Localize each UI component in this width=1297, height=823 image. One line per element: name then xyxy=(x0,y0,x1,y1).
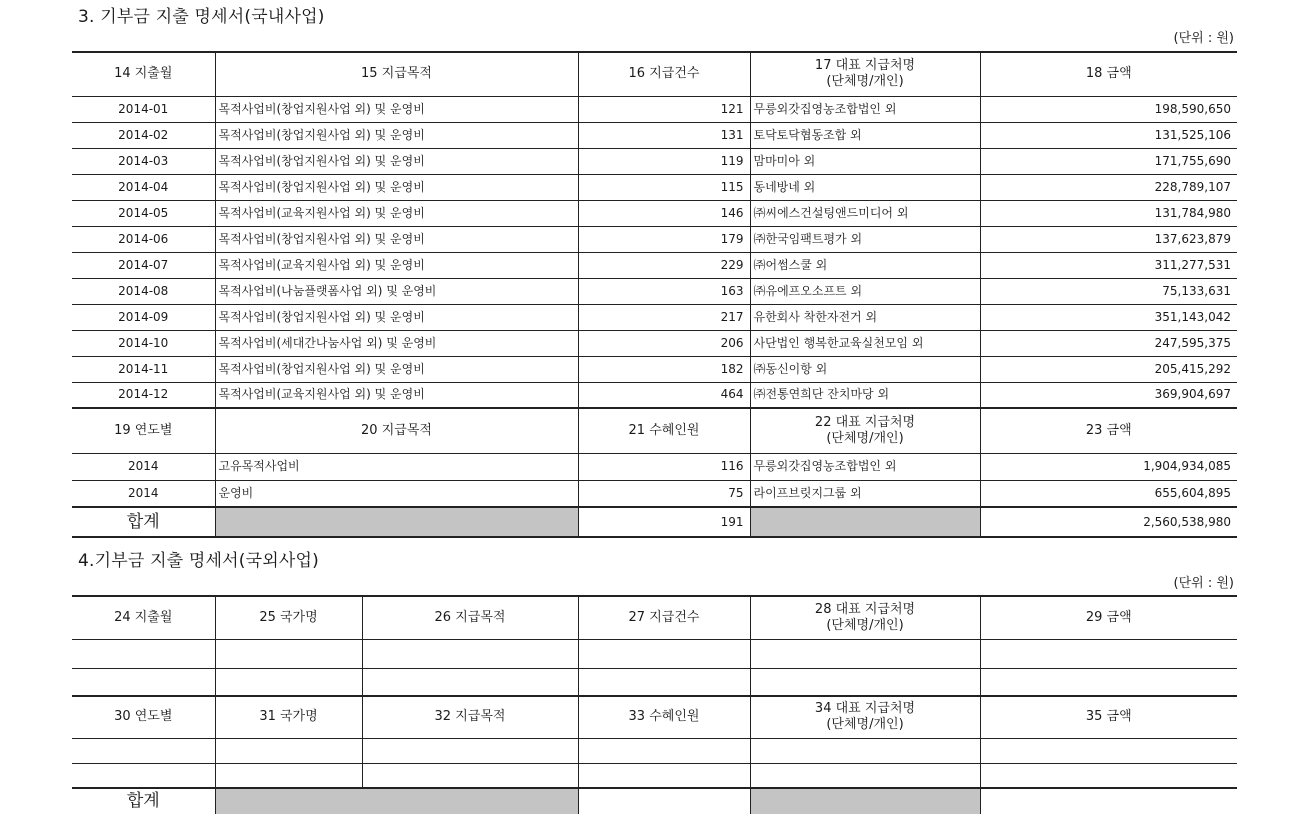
header-cell: 19 연도별 xyxy=(72,408,215,453)
purpose-cell: 목적사업비(교육지원사업 외) 및 운영비 xyxy=(215,200,578,226)
empty-cell xyxy=(72,668,215,696)
amount-cell: 1,904,934,085 xyxy=(980,453,1237,480)
purpose-cell: 운영비 xyxy=(215,480,578,507)
amount-cell: 198,590,650 xyxy=(980,96,1237,122)
table-row xyxy=(72,96,1237,122)
month-cell: 2014-11 xyxy=(72,356,215,382)
table-row xyxy=(72,382,1237,408)
empty-cell xyxy=(72,763,215,788)
count-cell: 146 xyxy=(578,200,750,226)
empty-cell xyxy=(980,788,1237,814)
header-cell: 24 지출월 xyxy=(72,596,215,639)
purpose-cell: 목적사업비(교육지원사업 외) 및 운영비 xyxy=(215,252,578,278)
purpose-cell: 목적사업비(창업지원사업 외) 및 운영비 xyxy=(215,226,578,252)
payee-cell: 유한회사 착한자전거 외 xyxy=(750,304,980,330)
empty-cell xyxy=(750,738,980,763)
empty-cell xyxy=(980,738,1237,763)
amount-cell: 205,415,292 xyxy=(980,356,1237,382)
table-row xyxy=(72,330,1237,356)
amount-cell: 171,755,690 xyxy=(980,148,1237,174)
amount-cell: 137,623,879 xyxy=(980,226,1237,252)
total-label: 합계 xyxy=(72,788,215,814)
header-cell: 29 금액 xyxy=(980,596,1237,639)
header-line: 17 대표 지급처명 (단체명/개인) xyxy=(814,58,916,90)
empty-cell xyxy=(72,639,215,668)
empty-cell xyxy=(578,763,750,788)
empty-cell xyxy=(362,738,578,763)
empty-cell xyxy=(215,639,362,668)
payee-cell: 라이프브릿지그룹 외 xyxy=(750,480,980,507)
purpose-cell: 목적사업비(세대간나눔사업 외) 및 운영비 xyxy=(215,330,578,356)
count-cell: 115 xyxy=(578,174,750,200)
empty-cell xyxy=(578,738,750,763)
purpose-cell: 목적사업비(창업지원사업 외) 및 운영비 xyxy=(215,96,578,122)
header-line: 22 대표 지급처명 (단체명/개인) xyxy=(814,414,916,446)
empty-cell xyxy=(750,668,980,696)
count-cell: 75 xyxy=(578,480,750,507)
count-cell: 119 xyxy=(578,148,750,174)
empty-cell xyxy=(750,639,980,668)
header-cell: 32 지급목적 xyxy=(362,696,578,738)
table-row xyxy=(72,738,1237,763)
table-row xyxy=(72,226,1237,252)
month-cell: 2014-08 xyxy=(72,278,215,304)
header-cell: 25 국가명 xyxy=(215,596,362,639)
purpose-cell: 목적사업비(창업지원사업 외) 및 운영비 xyxy=(215,304,578,330)
empty-cell xyxy=(72,738,215,763)
payee-cell: 무릉외갓집영농조합법인 외 xyxy=(750,453,980,480)
month-cell: 2014-12 xyxy=(72,382,215,408)
count-cell: 464 xyxy=(578,382,750,408)
header-cell xyxy=(750,596,980,639)
purpose-cell: 목적사업비(나눔플랫폼사업 외) 및 운영비 xyxy=(215,278,578,304)
total-count-cell: 191 xyxy=(578,507,750,537)
month-cell: 2014-03 xyxy=(72,148,215,174)
count-cell: 121 xyxy=(578,96,750,122)
year-cell: 2014 xyxy=(72,453,215,480)
purpose-cell: 목적사업비(교육지원사업 외) 및 운영비 xyxy=(215,382,578,408)
amount-cell: 131,525,106 xyxy=(980,122,1237,148)
empty-cell xyxy=(215,763,362,788)
amount-cell: 369,904,697 xyxy=(980,382,1237,408)
shaded-cell xyxy=(750,507,980,537)
header-cell: 35 금액 xyxy=(980,696,1237,738)
purpose-cell: 목적사업비(창업지원사업 외) 및 운영비 xyxy=(215,356,578,382)
count-cell: 229 xyxy=(578,252,750,278)
month-cell: 2014-06 xyxy=(72,226,215,252)
header-cell xyxy=(750,52,980,96)
table-row xyxy=(72,148,1237,174)
count-cell: 131 xyxy=(578,122,750,148)
table-row xyxy=(72,200,1237,226)
amount-cell: 655,604,895 xyxy=(980,480,1237,507)
payee-cell: ㈜어썸스쿨 외 xyxy=(750,252,980,278)
shaded-cell xyxy=(750,788,980,814)
yearly-header-row xyxy=(72,408,1237,453)
shaded-cell xyxy=(215,788,578,814)
section3-title: 3. 기부금 지출 명세서(국내사업) xyxy=(78,7,325,27)
overseas-expenditure-table xyxy=(72,595,1237,814)
shaded-cell xyxy=(215,507,578,537)
year-cell: 2014 xyxy=(72,480,215,507)
header-line: 34 대표 지급처명 (단체명/개인) xyxy=(814,701,916,733)
purpose-cell: 목적사업비(창업지원사업 외) 및 운영비 xyxy=(215,174,578,200)
month-cell: 2014-07 xyxy=(72,252,215,278)
domestic-expenditure-table xyxy=(72,51,1237,538)
empty-cell xyxy=(578,788,750,814)
payee-cell: 동네방네 외 xyxy=(750,174,980,200)
month-cell: 2014-09 xyxy=(72,304,215,330)
total-amount-cell: 2,560,538,980 xyxy=(980,507,1237,537)
count-cell: 179 xyxy=(578,226,750,252)
empty-cell xyxy=(750,763,980,788)
count-cell: 206 xyxy=(578,330,750,356)
total-label: 합계 xyxy=(72,507,215,537)
empty-cell xyxy=(362,763,578,788)
header-cell: 16 지급건수 xyxy=(578,52,750,96)
payee-cell: 사단법인 행복한교육실천모임 외 xyxy=(750,330,980,356)
header-cell: 33 수혜인원 xyxy=(578,696,750,738)
purpose-cell: 목적사업비(창업지원사업 외) 및 운영비 xyxy=(215,122,578,148)
header-cell: 23 금액 xyxy=(980,408,1237,453)
table-row xyxy=(72,453,1237,480)
empty-cell xyxy=(215,738,362,763)
header-line: 28 대표 지급처명 (단체명/개인) xyxy=(814,601,916,633)
payee-cell: 무릉외갓집영농조합법인 외 xyxy=(750,96,980,122)
monthly-header-row xyxy=(72,52,1237,96)
header-cell xyxy=(750,408,980,453)
amount-cell: 131,784,980 xyxy=(980,200,1237,226)
month-cell: 2014-01 xyxy=(72,96,215,122)
month-cell: 2014-04 xyxy=(72,174,215,200)
table-row xyxy=(72,480,1237,507)
section4-unit-label: (단위 : 원) xyxy=(1173,576,1234,591)
purpose-cell: 목적사업비(창업지원사업 외) 및 운영비 xyxy=(215,148,578,174)
header-cell xyxy=(750,696,980,738)
table-row xyxy=(72,668,1237,696)
amount-cell: 351,143,042 xyxy=(980,304,1237,330)
section3-unit-label: (단위 : 원) xyxy=(1173,31,1234,46)
header-cell: 27 지급건수 xyxy=(578,596,750,639)
table-row xyxy=(72,356,1237,382)
header-cell: 26 지급목적 xyxy=(362,596,578,639)
total-row xyxy=(72,507,1237,537)
purpose-cell: 고유목적사업비 xyxy=(215,453,578,480)
empty-cell xyxy=(980,763,1237,788)
header-cell: 18 금액 xyxy=(980,52,1237,96)
empty-cell xyxy=(578,639,750,668)
table-row xyxy=(72,122,1237,148)
payee-cell: ㈜유에프오소프트 외 xyxy=(750,278,980,304)
payee-cell: 맘마미아 외 xyxy=(750,148,980,174)
overseas-yearly-header-row xyxy=(72,696,1237,738)
empty-cell xyxy=(215,668,362,696)
table-row xyxy=(72,304,1237,330)
payee-cell: 토닥토닥협동조합 외 xyxy=(750,122,980,148)
count-cell: 182 xyxy=(578,356,750,382)
table-row xyxy=(72,252,1237,278)
empty-cell xyxy=(578,668,750,696)
table-row xyxy=(72,174,1237,200)
payee-cell: ㈜한국임팩트평가 외 xyxy=(750,226,980,252)
overseas-monthly-header-row xyxy=(72,596,1237,639)
overseas-total-row xyxy=(72,788,1237,814)
header-cell: 30 연도별 xyxy=(72,696,215,738)
header-cell: 14 지출월 xyxy=(72,52,215,96)
table-row xyxy=(72,278,1237,304)
month-cell: 2014-05 xyxy=(72,200,215,226)
table-row xyxy=(72,763,1237,788)
month-cell: 2014-10 xyxy=(72,330,215,356)
empty-cell xyxy=(362,639,578,668)
amount-cell: 311,277,531 xyxy=(980,252,1237,278)
section4-title: 4.기부금 지출 명세서(국외사업) xyxy=(78,551,319,571)
count-cell: 116 xyxy=(578,453,750,480)
header-cell: 20 지급목적 xyxy=(215,408,578,453)
empty-cell xyxy=(980,668,1237,696)
header-cell: 21 수혜인원 xyxy=(578,408,750,453)
count-cell: 217 xyxy=(578,304,750,330)
month-cell: 2014-02 xyxy=(72,122,215,148)
count-cell: 163 xyxy=(578,278,750,304)
payee-cell: ㈜전통연희단 잔치마당 외 xyxy=(750,382,980,408)
header-cell: 31 국가명 xyxy=(215,696,362,738)
empty-cell xyxy=(362,668,578,696)
amount-cell: 247,595,375 xyxy=(980,330,1237,356)
header-cell: 15 지급목적 xyxy=(215,52,578,96)
amount-cell: 228,789,107 xyxy=(980,174,1237,200)
payee-cell: ㈜씨에스건설팅앤드미디어 외 xyxy=(750,200,980,226)
empty-cell xyxy=(980,639,1237,668)
amount-cell: 75,133,631 xyxy=(980,278,1237,304)
table-row xyxy=(72,639,1237,668)
payee-cell: ㈜동신이항 외 xyxy=(750,356,980,382)
